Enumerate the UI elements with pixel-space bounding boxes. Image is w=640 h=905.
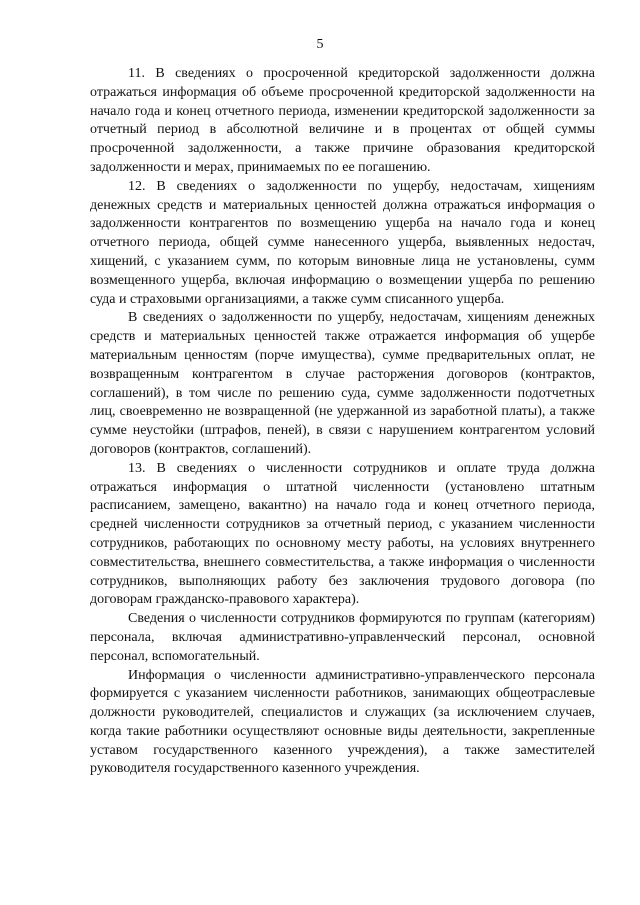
paragraph-admin-staff-info: Информация о численности административно-управленческого персонала формируется с указанием численности работников, занимающих общеотраслевые должности руководителей, специалистов и служащих (за исключением случаев, когда такие работники осуществляют основные виды деятельности, закрепленные уставом государственного казенного учреждения), а также заместителей руководителя государственного казенного учреждения.: [90, 667, 595, 777]
paragraph-staff-groups: Сведения о численности сотрудников формируются по группам (категориям) персонала, включая административно-управленческий персонал, основной персонал, вспомогательный.: [90, 611, 595, 664]
document-body: [90, 65, 595, 779]
paragraph-item-13-staff-numbers: 13. В сведениях о численности сотрудников и оплате труда должна отражаться информация о штатной численности (установлено штатным расписанием, замещено, вакантно) на начало года и конец отчетного периода, средней численности сотрудников за отчетный период, с указанием численности сотрудников, работающих по основному месту работы, на условиях внутреннего совместительства, внешнего совместительства, а также информация о численности сотрудников, выполняющих работу без заключения трудового договора (по договорам гражданско-правового характера).: [90, 460, 595, 608]
paragraph-item-12-damage-debt: 12. В сведениях о задолженности по ущербу, недостачам, хищениям денежных средств и материальных ценностей должна отражаться информация о задолженности контрагентов по возмещению ущерба на начало года и конец отчетного периода, общей сумме нанесенного ущерба, выявленных недостач, хищений, с указанием сумм, по которым виновные лица не установлены, сумм возмещенного ущерба, включая информацию о возмещении ущерба по решению суда и страховыми организациями, а также сумм списанного ущерба.: [90, 178, 595, 307]
paragraph-damage-debt-details: В сведениях о задолженности по ущербу, недостачам, хищениям денежных средств и материальных ценностей также отражается информация об ущербе материальным ценностям (порче имущества), сумме предварительных оплат, не возвращенным контрагентом в случае расторжения договоров (контрактов, соглашений), в том числе по решению суда, сумме задолженности подотчетных лиц, своевременно не возвращенной (не удержанной из заработной платы), а также сумме неустойки (штрафов, пеней), в связи с нарушением контрагентом условий договоров (контрактов, соглашений).: [90, 310, 595, 457]
paragraph-item-11-overdue-payables: 11. В сведениях о просроченной кредиторской задолженности должна отражаться информация об объеме просроченной кредиторской задолженности на начало года и конец отчетного периода, изменении кредиторской задолженности за отчетный период в абсолютной величине и в процентах от общей суммы просроченной задолженности, а также причине образования кредиторской задолженности и мерах, принимаемых по ее погашению.: [90, 66, 595, 175]
page-number: 5: [316, 37, 324, 52]
